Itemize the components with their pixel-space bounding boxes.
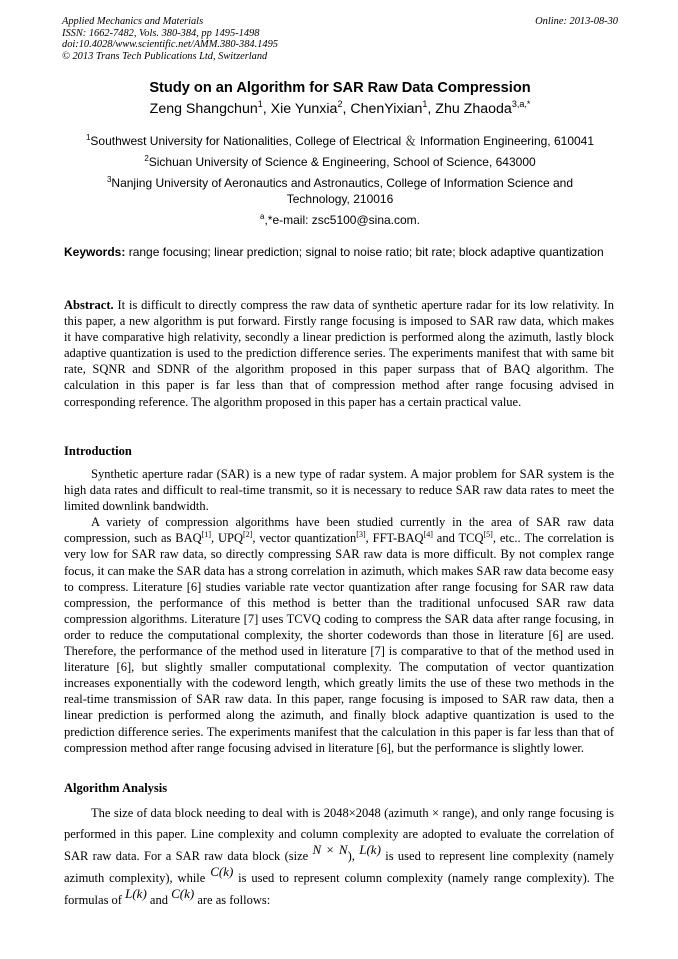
affiliation-mark: a xyxy=(259,212,265,221)
corresponding-email xyxy=(62,212,618,228)
math-column-complexity: C(k) xyxy=(210,864,234,879)
author-affiliation-mark: 3,a,* xyxy=(511,99,531,109)
paragraph-text: and TCQ xyxy=(432,531,484,546)
affiliation-2 xyxy=(62,154,618,170)
algorithm-paragraph-1 xyxy=(64,803,614,911)
paragraph-text: , etc.. The correlation is very low for SAR raw data, so directly compressing SAR raw data is more difficult. By not complex range focus, it can make the SAR data has a strong correlation in azimuth, which makes SAR raw data become easy to compress. Literature [6] studies variable rate vector quantization after range focusing for SAR raw data compression, the performance of this method is better than the traditional unfocused SAR raw data compression algorithms. Literature [7] uses TCVQ coding to compress the SAR data after range focusing, in order to reduce the computational complexity, the shorter codewords than those in literature [6] are used. Therefore, the performance of the method used in literature [7] is comparative to that of the method used in literature [6], but slightly smaller computational complexity. The computation of vector quantization increases exponentially with the codeword length, which greatly limits the use of these two methods in the real-time transmission of SAR raw data. In this paper, range focusing is imposed to SAR raw data, then a linear prediction is performed along the azimuth, and finally block adaptive quantization is used to the prediction difference series. The experiments manifest that the calculation in this paper is far less than that of compression method after range focusing advised in literature [6], but the performance is slightly lower. xyxy=(64,531,614,755)
journal-name: Applied Mechanics and Materials xyxy=(62,16,204,27)
online-date: Online: 2013-08-30 xyxy=(535,16,618,27)
author-name: Xie Yunxia xyxy=(270,101,338,117)
citation-ref: [2] xyxy=(243,530,253,540)
paragraph-text: is used to represent column complexity (namely range complexity). The formulas of xyxy=(64,871,614,907)
abstract-label: Abstract. xyxy=(64,298,114,312)
paper-title: Study on an Algorithm for SAR Raw Data Compression xyxy=(149,80,531,96)
citation-ref: [4] xyxy=(423,530,433,540)
citation-ref: [1] xyxy=(201,530,212,540)
paragraph-text: The size of data block needing to deal with is 2048×2048 (azimuth × range), and only range focusing is performed in this paper. Line complexity and column complexity are adopted to evaluate the correlation of SAR raw data. For a SAR raw data block (size xyxy=(64,806,614,863)
affiliation-3 xyxy=(92,175,588,207)
paragraph-text: , FFT-BAQ xyxy=(365,531,424,546)
author-separator: , xyxy=(262,101,271,117)
affiliation-mark: 3 xyxy=(106,175,112,184)
affiliation-text: ,*e-mail: zsc5100@sina.com. xyxy=(264,213,421,227)
algorithm-body xyxy=(64,803,614,911)
affiliation-text: Nanjing University of Aeronautics and Astronautics, College of Information Science and Technology, 210016 xyxy=(111,176,574,206)
intro-paragraph-2 xyxy=(64,514,614,755)
paragraph-text: , UPQ xyxy=(211,531,244,546)
math-line-complexity: L(k) xyxy=(359,842,381,857)
math-line-complexity: L(k) xyxy=(125,886,147,901)
abstract-text: It is difficult to directly compress the raw data of synthetic aperture radar for its low relativity. In this paper, a new algorithm is put forward. Firstly range focusing is imposed to SAR raw data, which makes it have comparative high relativity, secondly a linear prediction is performed along the azimuth, lastly block adaptive quantization is used to the prediction difference series. The experiments manifest that with same bit rate, SQNR and SDNR of the algorithm proposed in this paper surpass that of BAQ algorithm. The calculation in this paper is far less than that of compression method after range focusing advised in corresponding reference. The algorithm proposed in this paper has a certain practical value. xyxy=(64,298,615,409)
author-separator: , xyxy=(342,101,351,117)
author-name: Zhu Zhaoda xyxy=(435,101,512,117)
keywords-label: Keywords: xyxy=(64,245,126,259)
affiliation-text: Southwest University for Nationalities, College of Electrical ＆ Information Engineering, 610041 xyxy=(90,134,595,148)
paragraph-text: and xyxy=(146,893,172,907)
paragraph-text: A variety of compression algorithms have been studied currently in the area of SAR raw data compression, such as BAQ xyxy=(64,515,614,546)
publication-header xyxy=(62,16,618,62)
doi-line: doi:10.4028/www.scientific.net/AMM.380-384.1495 xyxy=(62,39,278,51)
section-heading-algorithm-analysis: Algorithm Analysis xyxy=(64,781,168,795)
author-name: ChenYixian xyxy=(350,101,423,117)
introduction-body xyxy=(64,466,614,756)
keywords-block xyxy=(64,245,613,259)
affiliation-1 xyxy=(62,133,618,149)
issn-line: ISSN: 1662-7482, Vols. 380-384, pp 1495-1498 xyxy=(62,27,260,39)
author-name: Zeng Shangchun xyxy=(149,101,258,117)
author-affiliation-mark: 1 xyxy=(422,99,428,109)
math-size-n-by-n: N × N xyxy=(312,842,348,857)
affiliation-mark: 1 xyxy=(85,133,91,142)
paragraph-text: is used to represent line complexity (namely azimuth complexity), while xyxy=(64,849,614,885)
keywords-text: range focusing; linear prediction; signal to noise ratio; bit rate; block adaptive quantization xyxy=(128,245,604,259)
citation-ref: [5] xyxy=(483,530,493,540)
section-heading-introduction: Introduction xyxy=(64,444,132,458)
paragraph-text: are as follows: xyxy=(194,893,271,907)
citation-ref: [3] xyxy=(356,530,366,540)
author-list xyxy=(62,101,618,117)
abstract-block xyxy=(64,297,614,410)
affiliation-mark: 2 xyxy=(144,154,149,163)
affiliation-text: Sichuan University of Science & Engineering, School of Science, 643000 xyxy=(148,155,536,169)
copyright-line: © 2013 Trans Tech Publications Ltd, Switzerland xyxy=(62,50,268,62)
paragraph-text: , vector quantization xyxy=(252,531,357,546)
math-column-complexity: C(k) xyxy=(171,886,195,901)
author-affiliation-mark: 1 xyxy=(257,99,263,109)
paragraph-text: ), xyxy=(347,849,360,863)
intro-paragraph-1: Synthetic aperture radar (SAR) is a new type of radar system. A major problem for SAR system is the high data rates and difficult to real-time transmit, so it is necessary to reduce SAR raw data rates to meet the limited downlink bandwidth. xyxy=(64,467,614,514)
author-separator: , xyxy=(427,101,436,117)
author-affiliation-mark: 2 xyxy=(337,99,343,109)
